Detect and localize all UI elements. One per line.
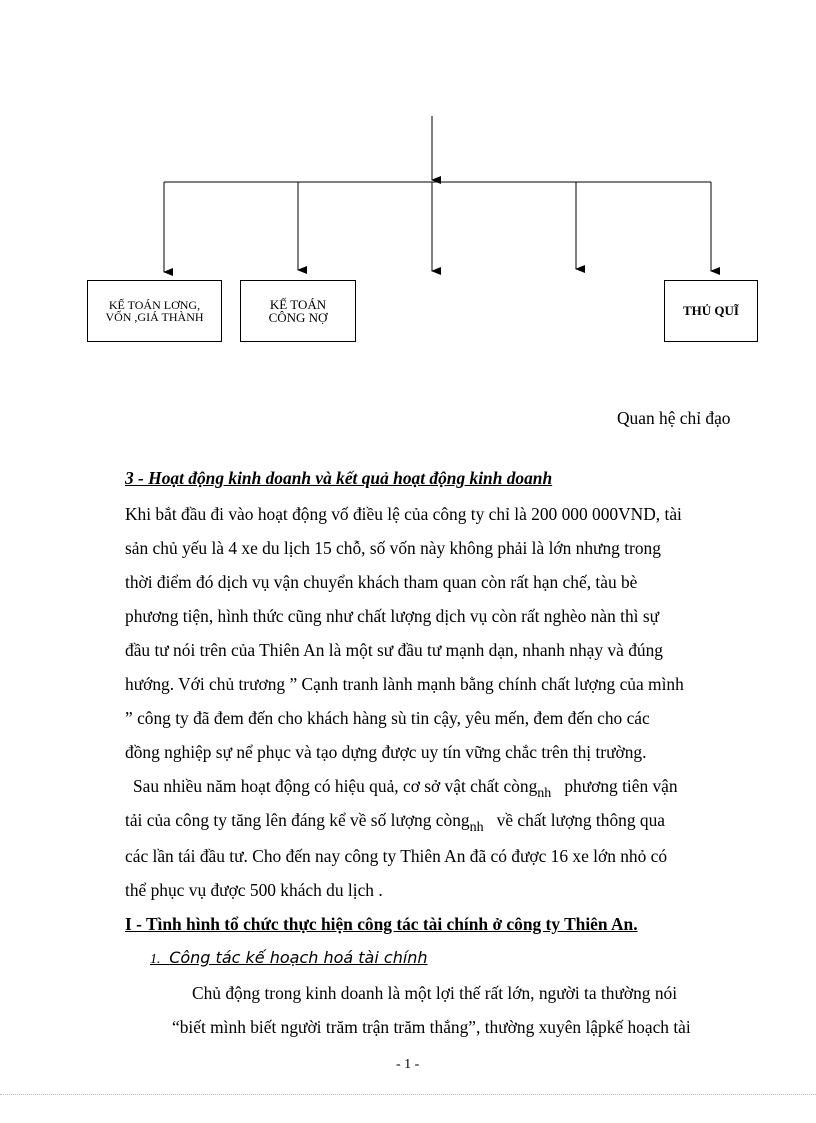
page-number: - 1 - bbox=[396, 1057, 420, 1072]
sub-number: 1. bbox=[150, 952, 161, 967]
section3-p2-line-2 bbox=[125, 810, 665, 836]
section3-line-3: thời điểm đó dịch vụ vận chuyển khách tham quan còn rất hạn chế, tàu bè bbox=[125, 572, 638, 592]
sectionI-line-1: Chủ động trong kinh doanh là một lợi thế rất lớn, người ta thường nói bbox=[192, 983, 678, 1003]
org-box-line: KẾ TOÁN bbox=[269, 297, 327, 312]
sub-heading-text: Công tác kế hoạch hoá tài chính bbox=[169, 948, 428, 967]
section3-heading: 3 - Hoạt động kinh doanh và kết quả hoạt động kinh doanh bbox=[125, 468, 553, 488]
org-box-line: CÔNG NỢ bbox=[268, 310, 328, 325]
org-chart-connectors bbox=[0, 0, 816, 300]
p2-subscript: nh bbox=[469, 820, 484, 835]
section3-line-7: ” công ty đã đem đến cho khách hàng sù tin cậy, yêu mến, đem đến cho các bbox=[125, 708, 650, 728]
section3-line-2: sản chủ yếu là 4 xe du lịch 15 chỗ, số vốn này không phải là lớn nhưng trong bbox=[125, 538, 661, 558]
sectionI-heading: I - Tình hình tổ chức thực hiện công tác tài chính ở công ty Thiên An. bbox=[125, 914, 638, 934]
section3-p2-line-4: thể phục vụ được 500 khách du lịch . bbox=[125, 880, 383, 900]
section3-line-8: đồng nghiệp sự nể phục và tạo dựng được uy tín vững chắc trên thị trường. bbox=[125, 742, 647, 762]
section3-line-4: phương tiện, hình thức cũng như chất lượng dịch vụ còn rất nghèo nàn thì sự bbox=[125, 606, 660, 626]
p2-text: phương tiên vận bbox=[564, 776, 678, 796]
org-box-treasurer bbox=[664, 280, 758, 342]
org-box-accounting-salary bbox=[87, 280, 222, 342]
org-box-line: VỐN ,GIÁ THÀNH bbox=[105, 310, 204, 324]
sectionI-line-2: “biết mình biết người trăm trận trăm thắng”, thường xuyên lậpkế hoạch tài bbox=[172, 1017, 691, 1037]
relation-label: Quan hệ chỉ đạo bbox=[617, 408, 731, 428]
section3-p2-line-1 bbox=[133, 776, 678, 802]
org-box-line: THỦ QUĨ bbox=[683, 303, 739, 318]
org-box-accounting-debt bbox=[240, 280, 356, 342]
org-box-line: KẾ TOÁN LƠNG, bbox=[108, 298, 201, 312]
section3-p2-line-3: các lần tái đầu tư. Cho đến nay công ty Thiên An đã có được 16 xe lớn nhỏ có bbox=[125, 846, 668, 866]
footer-divider bbox=[0, 1094, 816, 1095]
p2-subscript: nh bbox=[537, 786, 552, 801]
section3-line-5: đầu tư nói trên của Thiên An là một sư đầu tư mạnh dạn, nhanh nhạy và đúng bbox=[125, 640, 663, 660]
p2-text: về chất lượng thông qua bbox=[496, 810, 665, 830]
sectionI-subheading bbox=[150, 947, 428, 968]
p2-text: tải của công ty tăng lên đáng kể về số lượng còng bbox=[125, 810, 470, 830]
section3-line-6: hướng. Với chủ trương ” Cạnh tranh lành mạnh bằng chính chất lượng của mình bbox=[125, 674, 684, 694]
p2-text: Sau nhiều năm hoạt động có hiệu quả, cơ sở vật chất còng bbox=[133, 776, 538, 796]
section3-line-1: Khi bắt đầu đi vào hoạt động vố điều lệ của công ty chỉ là 200 000 000VND, tài bbox=[125, 504, 682, 524]
